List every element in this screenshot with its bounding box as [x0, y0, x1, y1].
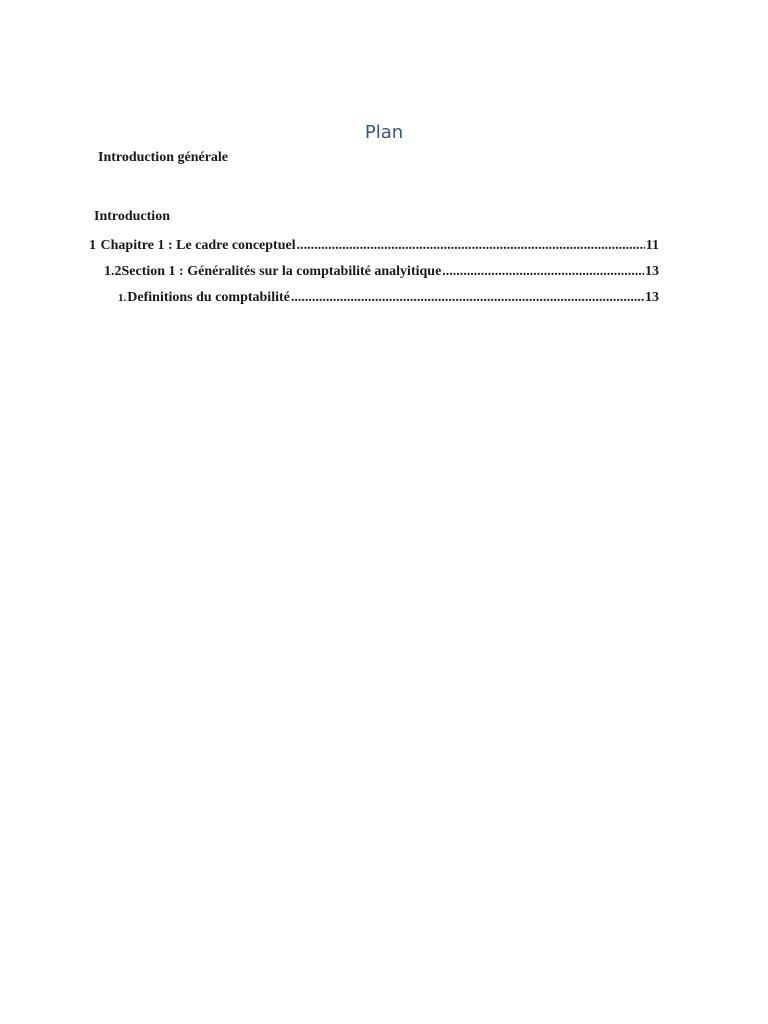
toc-entry-page: 11 [645, 238, 659, 253]
toc-entry-label: Definitions du comptabilité [127, 290, 290, 305]
intro-general-heading: Introduction générale [98, 150, 229, 165]
toc-dot-leader [442, 263, 644, 281]
toc-entry-number: 1 [89, 238, 96, 253]
toc-dot-leader [297, 237, 645, 255]
page-title: Plan [364, 122, 404, 143]
toc-entry-number: 1. [118, 292, 127, 304]
toc-entry-section-1[interactable] [104, 263, 659, 281]
toc-dot-leader [291, 289, 644, 307]
intro-heading: Introduction [94, 209, 170, 224]
toc-entry-label: Section 1 : Généralités sur la comptabilité analyitique [121, 264, 442, 279]
toc-entry-chapter-1[interactable] [89, 237, 659, 255]
toc-entry-page: 13 [645, 290, 659, 305]
toc-entry-page: 13 [645, 264, 659, 279]
toc-entry-label: Chapitre 1 : Le cadre conceptuel [100, 238, 296, 253]
toc-entry-number: 1.2 [104, 264, 122, 279]
toc-entry-definitions[interactable] [118, 289, 659, 307]
